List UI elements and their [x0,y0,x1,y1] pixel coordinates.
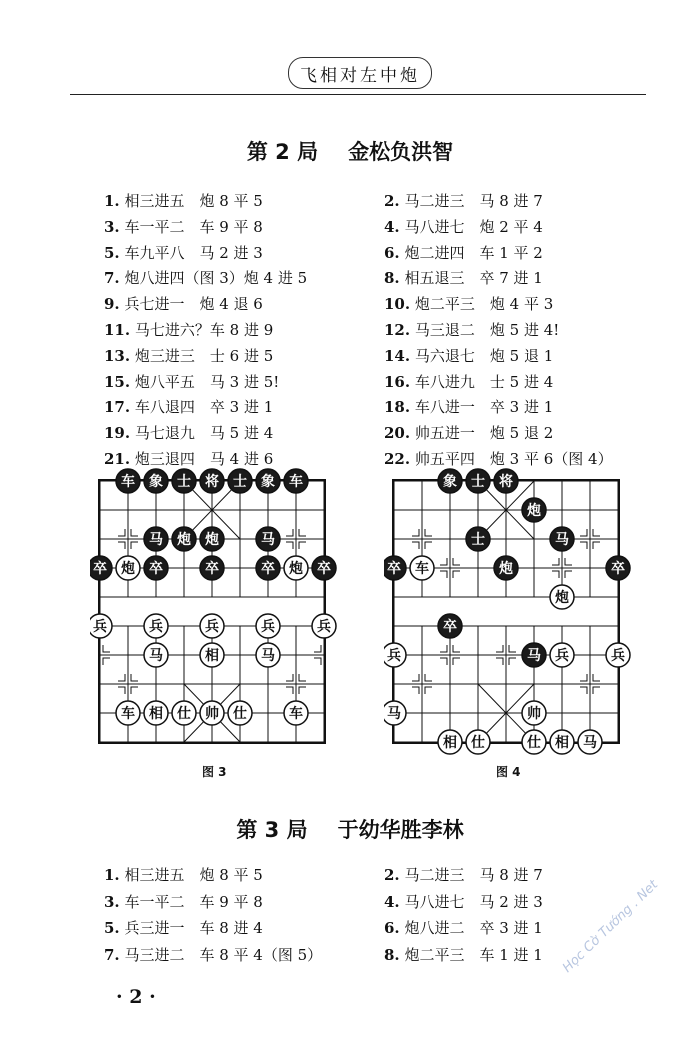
move-row [384,267,543,288]
page-number: · 2 · [116,986,156,1008]
piece-label: 将 [499,474,513,490]
piece-red [90,614,112,638]
piece-label: 相 [555,735,569,751]
move-text: 炮八进四（图 3）炮 4 进 5 [124,269,308,288]
move-text: 兵三进一 车 8 进 4 [124,919,263,937]
move-number: 6. [384,919,400,937]
piece-red [606,643,630,667]
move-text: 帅五平四 炮 3 平 6（图 4） [414,450,613,468]
piece-label: 炮 [205,532,219,548]
game2-players: 金松负洪智 [348,140,454,164]
piece-label: 象 [149,474,163,490]
piece-label: 相 [205,648,219,664]
piece-red [256,643,280,667]
move-number: 13. [104,346,131,365]
move-text: 相三进五 炮 8 平 5 [124,192,263,210]
piece-label: 兵 [387,648,401,664]
game3-label: 第 3 局 [236,818,308,842]
piece-label: 帅 [205,706,219,722]
piece-red [384,701,406,725]
piece-red [522,701,546,725]
move-text: 马八进七 马 2 进 3 [404,892,543,911]
move-text: 车一平二 车 9 平 8 [124,217,263,236]
move-number: 2. [384,866,400,884]
move-text: 车八进一 卒 3 进 1 [414,398,554,417]
piece-label: 卒 [387,561,401,577]
piece-label: 兵 [93,619,107,635]
piece-red [116,701,140,725]
piece-label: 象 [261,474,275,490]
move-text: 马三进二 车 8 平 4（图 5） [124,945,323,964]
move-row [104,917,263,938]
game2-heading [0,136,700,166]
move-number: 21. [104,450,131,468]
move-number: 7. [104,269,120,288]
move-number: 9. [104,295,120,314]
move-row [384,917,543,938]
piece-red [228,701,252,725]
move-row [384,242,543,263]
book-title: 飞相对左中炮 [300,65,420,86]
move-row [384,190,543,211]
move-number: 6. [384,243,400,262]
move-text: 相三进五 炮 8 平 5 [124,866,263,884]
move-row [104,267,307,288]
move-number: 7. [104,945,120,964]
move-row [384,864,543,885]
move-text: 马七退九 马 5 进 4 [134,424,274,443]
piece-label: 仕 [527,735,541,751]
piece-red [200,643,224,667]
piece-black [172,527,196,551]
piece-label: 车 [289,474,303,490]
figure4-board [384,467,632,757]
move-number: 15. [104,372,131,391]
piece-black [256,527,280,551]
piece-red [550,643,574,667]
move-number: 1. [104,866,120,884]
piece-red [578,730,602,754]
piece-label: 卒 [205,561,219,577]
piece-red [284,701,308,725]
piece-red [116,556,140,580]
move-number: 16. [384,372,411,391]
move-number: 4. [384,892,400,911]
figure3-caption: 图 3 [202,765,227,779]
piece-black [466,527,490,551]
piece-black [550,527,574,551]
move-row [384,891,543,912]
piece-label: 马 [261,532,275,548]
move-text: 帅五进一 炮 5 退 2 [414,424,554,443]
piece-label: 士 [233,474,247,490]
piece-label: 仕 [471,735,485,751]
move-text: 车八进九 士 5 进 4 [414,372,554,391]
piece-label: 仕 [177,706,191,722]
piece-red [200,701,224,725]
move-text: 炮二平三 炮 4 平 3 [414,295,554,314]
piece-label: 相 [149,706,163,722]
move-text: 炮八平五 马 3 进 5! [134,372,280,391]
piece-label: 马 [149,648,163,664]
move-row [384,396,553,417]
figure3-board [90,467,338,757]
piece-label: 马 [149,532,163,548]
move-number: 1. [104,192,120,210]
move-text: 兵七进一 炮 4 退 6 [124,295,263,314]
move-text: 马八进七 炮 2 平 4 [404,217,543,236]
move-number: 3. [104,892,120,911]
move-text: 马二进三 马 8 进 7 [404,192,543,210]
figure4-caption: 图 4 [496,765,521,779]
move-row [384,345,553,366]
piece-label: 车 [121,706,135,722]
piece-black [384,556,406,580]
move-row [384,422,553,443]
move-number: 10. [384,295,411,314]
piece-label: 马 [387,706,401,722]
piece-black [144,527,168,551]
move-text: 马七进六？车 8 进 9 [134,321,274,339]
move-text: 车八退四 卒 3 进 1 [134,398,274,417]
move-text: 马三退二 炮 5 进 4! [414,321,560,339]
piece-red [284,556,308,580]
piece-black [522,643,546,667]
piece-black [522,498,546,522]
piece-label: 士 [471,474,485,490]
piece-black [144,469,168,493]
piece-black [284,469,308,493]
move-text: 车一平二 车 9 平 8 [124,892,263,911]
piece-label: 士 [471,532,485,548]
piece-label: 炮 [121,561,135,577]
move-row [104,371,279,392]
move-row [104,422,273,443]
move-number: 8. [384,945,400,964]
piece-red [550,585,574,609]
piece-red [144,614,168,638]
piece-red [200,614,224,638]
move-number: 14. [384,346,411,365]
piece-label: 士 [177,474,191,490]
move-text: 车九平八 马 2 进 3 [124,243,263,262]
move-number: 11. [104,321,131,339]
piece-label: 兵 [555,648,569,664]
piece-label: 马 [583,735,597,751]
piece-black [144,556,168,580]
move-text: 炮八进二 卒 3 进 1 [404,919,543,937]
piece-label: 车 [289,706,303,722]
move-row [384,448,613,469]
piece-black [312,556,336,580]
piece-black [256,556,280,580]
piece-red [438,730,462,754]
piece-black [256,469,280,493]
move-number: 5. [104,243,120,262]
move-text: 炮三退四 马 4 进 6 [134,450,274,468]
piece-label: 炮 [177,532,191,548]
piece-label: 车 [121,474,135,490]
piece-label: 马 [261,648,275,664]
piece-label: 卒 [93,561,107,577]
move-text: 炮二平三 车 1 进 1 [404,945,543,964]
move-row [104,190,263,211]
move-row [104,396,273,417]
piece-label: 卒 [317,561,331,577]
move-number: 4. [384,217,400,236]
move-row [104,448,273,469]
move-text: 炮三进三 士 6 进 5 [134,346,274,365]
piece-label: 卒 [149,561,163,577]
piece-red [172,701,196,725]
piece-black [228,469,252,493]
piece-red [550,730,574,754]
move-number: 20. [384,424,411,443]
piece-label: 象 [443,474,457,490]
move-row [384,371,553,392]
move-text: 马二进三 马 8 进 7 [404,866,543,884]
piece-black [606,556,630,580]
piece-red [144,643,168,667]
piece-black [438,614,462,638]
piece-label: 卒 [261,561,275,577]
piece-label: 炮 [555,590,569,606]
piece-black [172,469,196,493]
piece-label: 卒 [611,561,625,577]
move-row [104,293,263,314]
piece-red [522,730,546,754]
piece-label: 车 [415,561,429,577]
piece-black [200,469,224,493]
move-row [384,944,543,965]
piece-black [116,469,140,493]
move-row [384,319,559,340]
move-row [104,242,263,263]
game2-label: 第 2 局 [246,140,319,164]
piece-red [410,556,434,580]
book-title-banner [288,57,432,89]
move-number: 3. [104,217,120,236]
move-row [104,864,263,885]
move-row [104,319,273,340]
piece-label: 将 [205,474,219,490]
piece-red [256,614,280,638]
piece-label: 马 [527,648,541,664]
move-row [104,345,273,366]
piece-label: 马 [555,532,569,548]
game3-heading [0,814,700,844]
move-number: 19. [104,424,131,443]
piece-label: 兵 [317,619,331,635]
move-number: 18. [384,398,411,417]
move-row [104,891,263,912]
move-number: 8. [384,269,400,288]
move-row [384,216,543,237]
piece-label: 帅 [527,706,541,722]
piece-black [438,469,462,493]
piece-label: 兵 [149,619,163,635]
piece-label: 炮 [527,503,541,519]
site-watermark: Học Cờ Tướng . Net [560,877,662,976]
piece-label: 炮 [289,561,303,577]
piece-label: 炮 [499,561,513,577]
piece-red [466,730,490,754]
piece-label: 兵 [611,648,625,664]
move-text: 炮二进四 车 1 平 2 [404,243,543,262]
header-rule [70,94,646,95]
piece-black [200,556,224,580]
piece-label: 兵 [261,619,275,635]
move-row [384,293,553,314]
piece-black [494,556,518,580]
piece-red [384,643,406,667]
move-number: 5. [104,919,120,937]
piece-label: 卒 [443,619,457,635]
piece-red [144,701,168,725]
piece-label: 相 [443,735,457,751]
move-text: 马六退七 炮 5 退 1 [414,346,554,365]
piece-black [200,527,224,551]
piece-label: 兵 [205,619,219,635]
move-number: 17. [104,398,131,417]
game3-players: 于幼华胜李林 [337,818,464,842]
piece-black [90,556,112,580]
move-number: 22. [384,450,411,468]
move-number: 12. [384,321,411,339]
board-grid [393,480,619,743]
piece-red [312,614,336,638]
move-text: 相五退三 卒 7 进 1 [404,269,543,288]
piece-black [494,469,518,493]
piece-label: 仕 [233,706,247,722]
piece-black [466,469,490,493]
move-row [104,944,322,965]
move-number: 2. [384,192,400,210]
move-row [104,216,263,237]
